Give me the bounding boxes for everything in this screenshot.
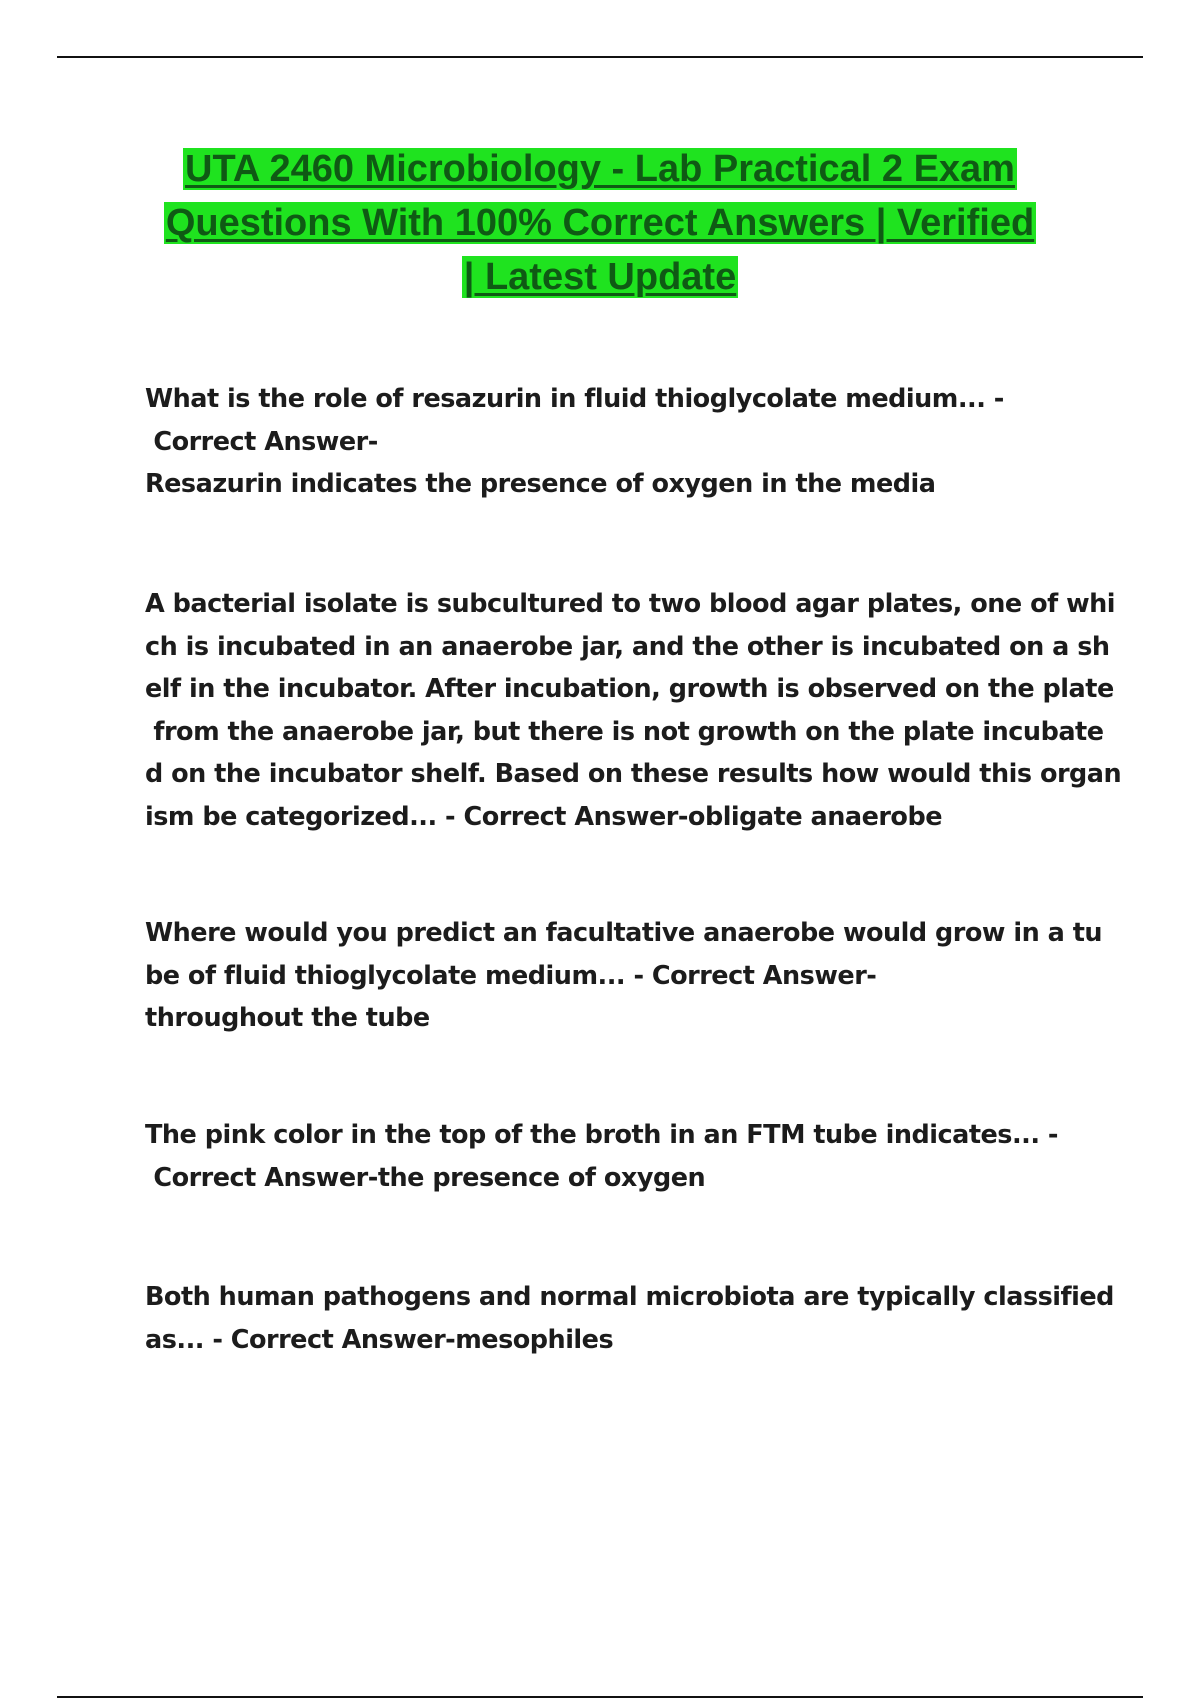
qa-item-facultative-anaerobe: Where would you predict an facultative anaerobe would grow in a tu be of fluid thioglycolate medium... - Correct Answer- throughout the tube	[145, 918, 1103, 1033]
top-rule	[57, 56, 1143, 58]
qa-item-resazurin-role: What is the role of resazurin in fluid thioglycolate medium... - Correct Answer- Resazurin indicates the presence of oxygen in the media	[145, 384, 1004, 499]
document-title	[120, 142, 1080, 304]
title-line-2: Questions With 100% Correct Answers | Verified	[165, 202, 1035, 244]
title-line-1: UTA 2460 Microbiology - Lab Practical 2 Exam	[185, 148, 1015, 190]
qa-item-obligate-anaerobe: A bacterial isolate is subcultured to two blood agar plates, one of whi ch is incubated in an anaerobe jar, and the other is incubated on a sh elf in the incubator. After incubation, growth is observed on the plate from the anaerobe jar, but there is not growth on the plate incubate d on the incubator shelf. Based on these results how would this organ ism be categorized... - Correct Answer-obligate anaerobe	[145, 589, 1122, 832]
title-line-3: | Latest Update	[463, 256, 737, 298]
bottom-rule	[57, 1696, 1143, 1698]
qa-item-mesophiles: Both human pathogens and normal microbiota are typically classified as... - Correct Answer-mesophiles	[145, 1282, 1114, 1355]
qa-item-pink-color-ftm: The pink color in the top of the broth in an FTM tube indicates... - Correct Answer-the presence of oxygen	[145, 1120, 1058, 1193]
